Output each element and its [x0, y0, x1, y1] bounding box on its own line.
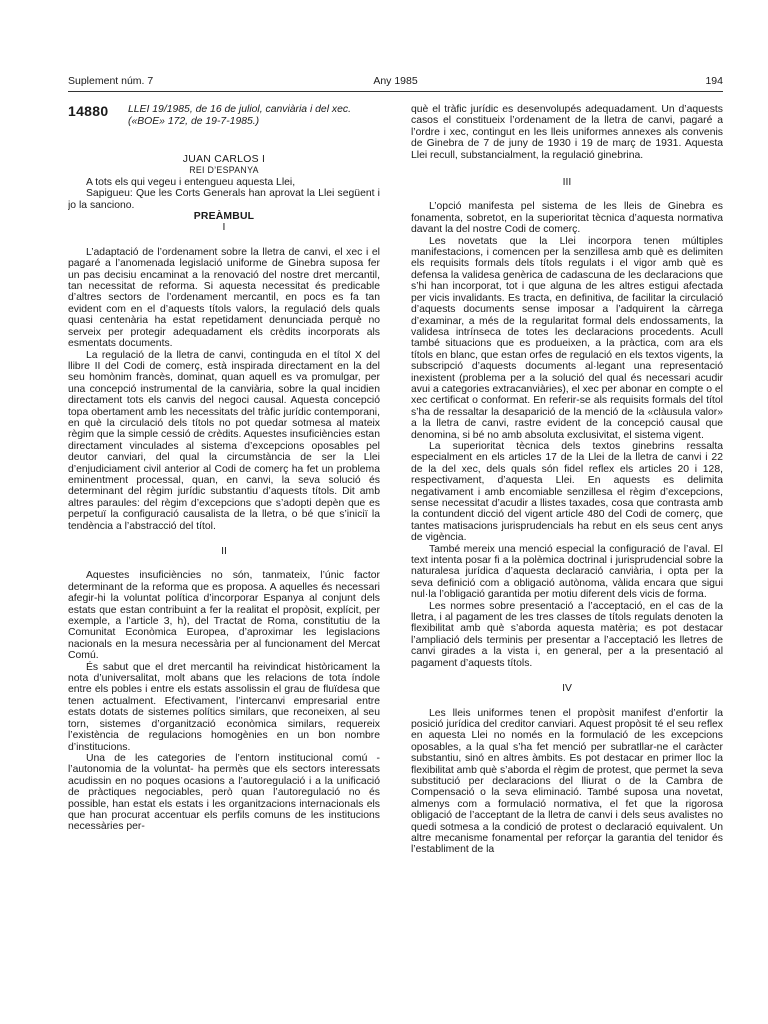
king-title: REI D’ESPANYA	[189, 165, 259, 176]
paragraph: La regulació de la lletra de canvi, continguda en el títol X del llibre II del Codi de comerç, està inspirada directament en la del seu homònim francès, dominat, quan aquell es va promulgar, per una concepció instrumental de la canviària, sobre la qual incidien directament tots els canvis del negoci causal. Aquesta concepció topa obertament amb les necessitats del tràfic jurídic contemporani, en què la circulació dels títols no pot quedar sotmesa al mateix règim que la simple cessió de crèdits. Aquestes insuficiències estan directament vinculades al sistema d’excepcions oposables pel deutor canviari, del qual la circumstància de ser la Llei d’enjudiciament civil anterior al Codi de comerç ha fet un problema eminentment processal, quan, en canvi, la seva solució és determinant del règim jurídic substantiu d’aquests títols. Dit amb altres paraules: del règim d’excepcions que s’adopti depèn que es perpetuï la configuració causalista de la lletra, o bé que s’iniciï la tendència a l’abstracció del títol.	[68, 349, 380, 532]
law-reference: («BOE» 172, de 19-7-1985.)	[128, 116, 260, 127]
paragraph: L’opció manifesta pel sistema de les lleis de Ginebra es fonamenta, sobretot, en la superioritat tècnica d’aquesta normativa davant la del nostre Codi de comerç.	[411, 201, 723, 236]
law-number: 14880	[68, 104, 109, 119]
section-heading-1: I	[222, 222, 226, 234]
paragraph: Una de les categories de l’entorn institucional comú -l’autonomia de la voluntat- ha permès que els sectors interessats acudissin en no poques ocasions a l’autoregulació i a la unificació de pràctiques negociables, però quan l’autoregulació no és possible, han estat els estats i les organitzacions internacionals els que han procurat accentuar els perfils comuns de les institucions necessàries per-	[68, 752, 380, 833]
paragraph: També mereix una menció especial la configuració de l’aval. El text intenta posar fi a la polèmica doctrinal i jurisprudencial sobre la naturalesa jurídica d’aquesta declaració canviària, i opta per la seva definició com a obligació autònoma, vàlida encara que sigui nul·la l’obligació garantida per motiu diferent dels vicis de forma.	[411, 543, 723, 601]
preamble-heading: PREÀMBUL	[193, 211, 255, 223]
law-heading	[68, 104, 380, 128]
king-name: JUAN CARLOS I	[182, 154, 266, 165]
paragraph: Les novetats que la Llei incorpora tenen múltiples manifestacions, i comencen per la senzillesa amb què es delimiten els requisits formals dels títols regulats i el vigor amb què es defensa la validesa genèrica de cadascuna de les declaracions que s’hi han incorporat, tot i que alguna de les altres estigui afectada per vicis invalidants. Es tracta, en definitiva, de facilitar la circulació d’aquests documents sense imposar a l’adquirent la càrrega d’examinar, a més de la regularitat formal dels endossaments, la validesa intrínseca de totes les declaracions procedents. Acull també situacions que es produeixen, a la pràctica, com ara els títols en blanc, que estan orfes de regulació en els textos vigents, la subscripció d’aquests documents al·legant una representació inexistent (problema per a la solució del qual és necessari acudir avui a categories extracanviàries), el xec per abonar en compte o el xec certificat o conformat. En referir-se als requisits formals del títol s’ha de ressaltar la desaparició de la menció de la «clàusula valor» a la lletra de canvi, rastre evident de la concepció causal que denomina, si bé no amb absoluta exclusivitat, el sistema vigent.	[411, 235, 723, 441]
running-header	[68, 74, 723, 90]
page	[68, 74, 723, 1014]
right-column	[411, 104, 723, 1014]
paragraph: Les lleis uniformes tenen el propòsit manifest d’enfortir la posició jurídica del creditor canviari. Aquest propòsit té el seu reflex en aquesta Llei no només en la formulació de les excepcions oposables, a la qual s’ha fet menció per subratllar-ne el caràcter substantiu, sinó en altres àmbits. Es pot destacar en primer lloc la flexibilitat amb què s’aborda el règim de protest, que permet la seva substitució per declaracions del lliurat o de la Cambra de Compensació o la seva eliminació. També suposa una novetat, almenys com a formulació normativa, el fet que la rigorosa obligació de l’acceptant de la lletra de canvi i dels seus avalistes no quedi sotmesa a la condició de protest o declaració equivalent. Un altre mecanisme fonamental per reforçar la garantia del tenidor és l’establiment de la	[411, 707, 723, 856]
section-heading-2: II	[221, 546, 227, 557]
section-heading-3: III	[562, 177, 572, 189]
intro-paragraph: A tots els qui vegeu i entengueu aquesta Llei,	[86, 176, 296, 188]
supplement-number: Suplement núm. 7	[68, 75, 154, 87]
page-number: 194	[705, 75, 723, 87]
law-title: LLEI 19/1985, de 16 de juliol, canviària i del xec.	[128, 104, 351, 115]
paragraph-continuation: què el tràfic jurídic es desenvolupés adequadament. Un d’aquests casos el constitueix l’ordenament de la lletra de canvi, pagaré a l’ordre i xec, contingut en les lleis uniformes annexes als convenis de Ginebra de 7 de juny de 1930 i 19 de març de 1931. Aquesta Llei recull, substancialment, la regulació ginebrina.	[411, 104, 723, 161]
paragraph: L’adaptació de l’ordenament sobre la lletra de canvi, el xec i el pagaré a l’anomenada legislació uniforme de Ginebra suposa fer un pas decisiu encaminat a la renovació del nostre dret mercantil, tan necessitat de reforma. Si aquesta necessitat és predicable d’altres sectors de l’ordenament mercantil, en pocs es fa tan evident com en el d’aquests títols valors, la regulació dels quals quasi centenària ha estat repetidament denunciada perquè no serveix per protegir adequadament els crèdits incorporats als esmentats documents.	[68, 246, 380, 350]
header-rule	[68, 91, 723, 92]
section-heading-4: IV	[562, 683, 572, 695]
law-title-block	[128, 104, 380, 128]
paragraph: Aquestes insuficiències no són, tanmateix, l’únic factor determinant de la reforma que es proposa. A aquelles és necessari afegir-hi la voluntat política d’incorporar Espanya al conjunt dels estats que estan contribuint a fer la realitat el propòsit, explícit, per exemple, a l’article 3, h), del Tractat de Roma, constitutiu de la Comunitat Econòmica Europea, d’aproximar les legislacions nacionals en la mesura necessària per al funcionament del Mercat Comú.	[68, 570, 380, 662]
body-columns	[68, 104, 723, 1014]
paragraph: La superioritat tècnica dels textos ginebrins ressalta especialment en els articles 17 de la Llei de la lletra de canvi i 22 de la del xec, dels quals són fidel reflex els articles 20 i 128, respectivament, d’aquesta Llei. En aquests es delimita negativament i amb encomiable senzillesa el règim d’excepcions, sense necessitat d’acudir a llistes taxades, cosa que contrasta amb la contundent dicció del vigent article 480 del Codi de comerç, que tantes matisacions jurisprudencials ha rebut en els seus cent anys de vigència.	[411, 440, 723, 544]
year: Any 1985	[373, 75, 418, 87]
paragraph: És sabut que el dret mercantil ha reivindicat històricament la nota d’universalitat, molt abans que les relacions de tota índole entre els pobles i entre els estats assolissin el grau de fluïdesa que tenen actualment. Efectivament, l’intercanvi empresarial entre estats dotats de sistemes polítics similars, que reconeixen, al seu torn, sistemes d’organització econòmica similars, requereix l’existència de regulacions homogènies en un bon nombre d’institucions.	[68, 661, 380, 753]
intro-paragraph: Sapigueu: Que les Corts Generals han aprovat la Llei següent i jo la sanciono.	[68, 188, 380, 211]
left-column	[68, 104, 380, 1014]
paragraph: Les normes sobre presentació a l’acceptació, en el cas de la lletra, i al pagament de les tres classes de títols regulats denoten la flexibilitat amb què s’aborda aquesta matèria; es pot destacar l’ampliació dels terminis per presentar a l’acceptació les lletres de canvi girades a la vista i, en general, per a la presentació al pagament d’aquests títols.	[411, 600, 723, 669]
